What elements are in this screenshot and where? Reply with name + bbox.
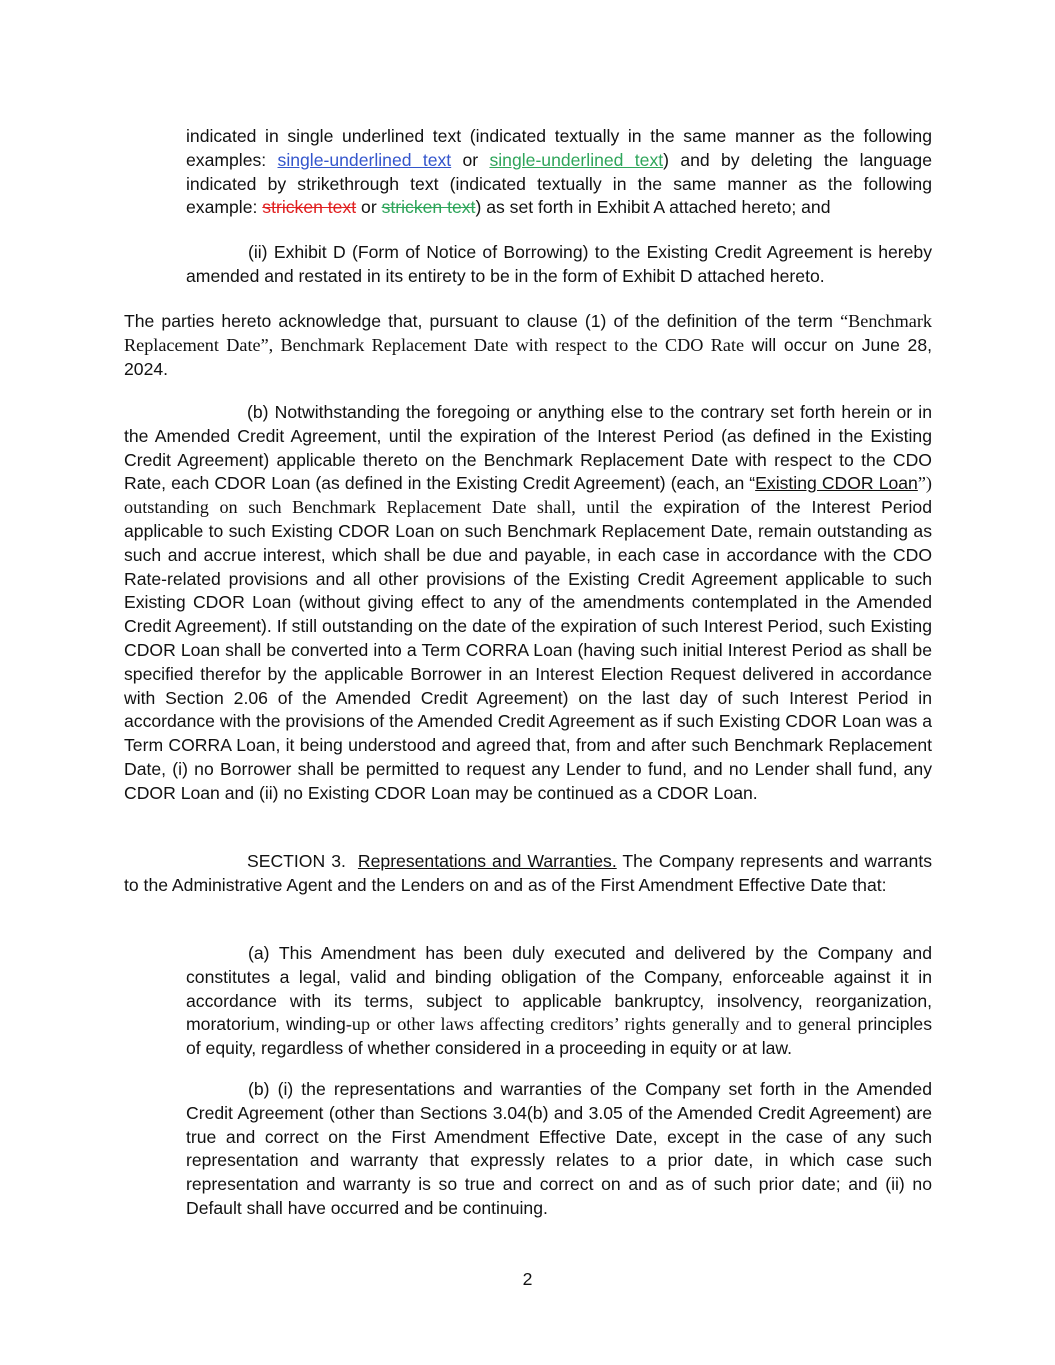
defined-term: Existing CDOR Loan (755, 473, 918, 494)
text-run: indicated in single underlined text (indicated textually in the same manner as the following examples: (186, 126, 932, 170)
text-run: or (356, 197, 382, 218)
red-strikethrough-example: stricken text (262, 197, 357, 218)
paragraph-acknowledgement (124, 310, 932, 381)
green-strikethrough-example: stricken text (381, 197, 476, 218)
text-run: ) and by deleting the language indicated by strikethrough text (indicated textually in the same manner as the following example: (186, 149, 932, 218)
section-number: SECTION 3. (247, 851, 346, 871)
blue-underline-example: single-underlined text (277, 149, 452, 170)
paragraph-rep-b (186, 1078, 932, 1221)
text-run: (b) Notwithstanding the foregoing or anything else to the contrary set forth herein or in the Amended Credit Agreement, until the expiration of the Interest Period (as defined in the Existing Credit Agreement) applicable thereto on the Benchmark Replacement Date with respect to the CDO Rate, each CDOR Loan (as defined in the Existing Credit Agreement) (each, an “ (124, 402, 932, 494)
paragraph-exhibit-d (186, 241, 932, 289)
section-heading: Representations and Warranties. (357, 851, 617, 871)
text-run: ) as set forth in Exhibit A attached hereto; and (475, 197, 831, 218)
paragraph-rep-a (186, 942, 932, 1061)
text-run: expiration of the Interest Period applicable to such Existing CDOR Loan on such Benchmark Replacement Date, remain outstanding as such and accrue interest, which shall be due and payable, in each case in accordance with the CDO Rate-related provisions and all other provisions of the Existing Credit Agreement applicable to such Existing CDOR Loan (without giving effect to any of the amendments contemplated in the Amended Credit Agreement). If still outstanding on the date of the expiration of such Interest Period, such Existing CDOR Loan shall be converted into a Term CORRA Loan (having such initial Interest Period as shall be specified therefor by the applicable Borrower in an Interest Election Request delivered in accordance with Section 2.06 of the Amended Credit Agreement) on the last day of such Interest Period in accordance with the provisions of the Amended Credit Agreement as if such Existing CDOR Loan was a Term CORRA Loan, it being understood and agreed that, from and after such Benchmark Replacement Date, (i) no Borrower shall be permitted to request any Lender to fund, and no Lender shall fund, any CDOR Loan and (ii) no Existing CDOR Loan may be continued as a CDOR Loan. (124, 497, 932, 803)
text-run: (b) (i) the representations and warranties of the Company set forth in the Amended Credit Agreement (other than Sections 3.04(b) and 3.05 of the Amended Credit Agreement) are true and correct on the First Amendment Effective Date, except in the case of any such representation and warranty that expressly relates to a prior date, in which case such representation and warranty is so true and correct on and as of such prior date; and (ii) no Default shall have occurred and be continuing. (186, 1079, 932, 1218)
text-run: will occur on June 28, 2024. (124, 334, 932, 379)
text-run: (ii) Exhibit D (Form of Notice of Borrowing) to the Existing Credit Agreement is hereby amended and restated in its entirety to be in the form of Exhibit D attached hereto. (186, 242, 932, 286)
paragraph-existing-cdor-loans (124, 401, 932, 806)
text-run: The parties hereto acknowledge that, pursuant to clause (1) of the definition of the term (124, 311, 841, 331)
text-run-serif: “Benchmark Replacement Date”, Benchmark Replacement Date with respect to the CDO Rate (124, 311, 932, 355)
green-underline-example: single-underlined text (489, 149, 664, 170)
text-run: The Company represents and warrants to the Administrative Agent and the Lenders on and as of the First Amendment Effective Date that: (124, 851, 933, 895)
page-number: 2 (522, 1269, 533, 1289)
paragraph-section-3 (124, 850, 932, 898)
text-run-serif: ”) outstanding on such Benchmark Replacement Date shall, until the (124, 473, 932, 518)
text-run: or (451, 149, 490, 170)
paragraph-amendment-markup (186, 125, 932, 220)
text-run-serif: -up or other laws affecting creditors’ rights generally and to general (345, 1014, 852, 1035)
text-run: (a) This Amendment has been duly executed and delivered by the Company and constitutes a legal, valid and binding obligation of the Company, enforceable against it in accordance with its terms, subject to applicable bankruptcy, insolvency, reorganization, moratorium, winding (186, 943, 932, 1035)
text-run: principles of equity, regardless of whether considered in a proceeding in equity or at law. (186, 1014, 932, 1059)
